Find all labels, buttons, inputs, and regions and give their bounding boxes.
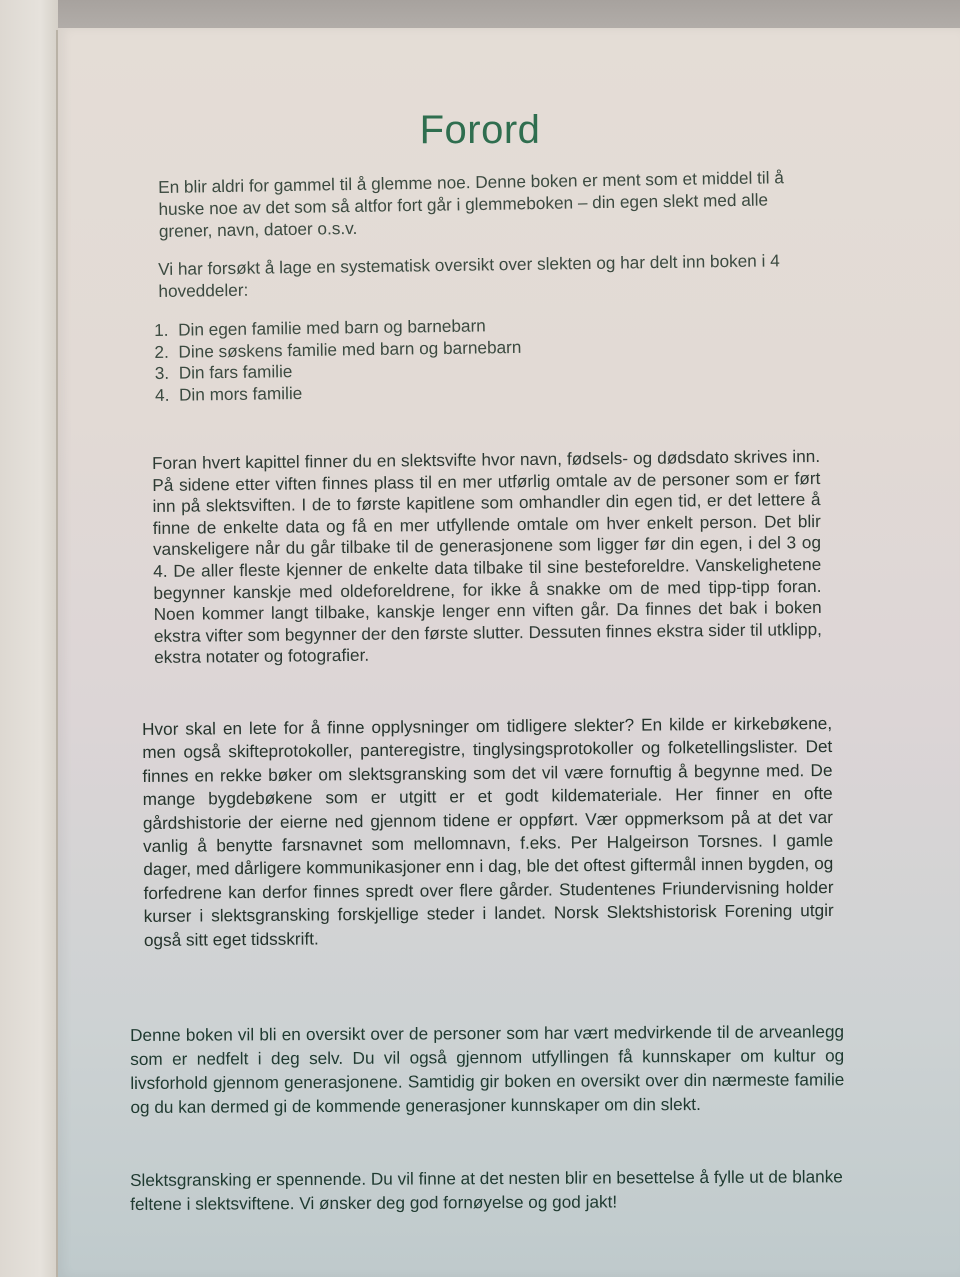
page-title: Forord [419,108,541,152]
book-page [58,28,960,1277]
paragraph-structure: Vi har forsøkt å lage en systematisk oversikt over slekten og har delt inn boken i 4 hoveddeler: [158,250,780,301]
paragraph-chapters: Foran hvert kapittel finner du en slektsvifte hvor navn, fødsels- og dødsdato skrives inn. På sidene etter viften finnes plass til en mer utførlig omtale av de personer som er ført inn på slektsviften. I de to første kapitlene som omhandler din egen tid, er det lettere å finne de enkelte data og få en mer utfyllende omtale om hver enkelt person. Det blir vanskeligere når du går tilbake til de generasjonene som ligger før din egen, i del 3 og 4. De aller fleste kjenner de enkelte data tilbake til sine besteforeldre. Vanskelighetene begynner kanskje med oldeforeldrene, for ikke å snakke om de med tipp-tipp foran. Noen kommer langt tilbake, kanskje lenger enn viften går. Da finnes det bak i boken ekstra vifter som begynner der den første slutter. Dessuten finnes ekstra sider til utklipp, ekstra notater og fotografier. [152,446,822,668]
paragraph-intro: En blir aldri for gammel til å glemme noe. Denne boken er ment som et middel til å huske noe av det som så altfor fort går i glemmeboken – din egen slekt med alle grener, navn, datoer o.s.v. [158,167,784,241]
paragraph-sources: Hvor skal en lete for å finne opplysninger om tidligere slekter? En kilde er kirkebøkene, men også skifteprotokoller, panteregistre, tinglysingsprotokoller og folketellingslister. Det finnes en rekke bøker om slektsgransking som det vil være fornuftig å begynne med. De mange bygdebøkene som er utgitt er et godt kildemateriale. Her finner en ofte gårdshistorie der eierne ned gjennom tidene er oppført. Vær oppmerksom på at det var vanlig å benytte farsnavnet som mellomnavn, f.eks. Per Halgeirson Torsnes. I gamle dager, med dårligere kommunikasjoner enn i dag, ble det oftest giftermål innen bygden, og forfedrene kan derfor finnes spredt over flere gårder. Studentenes Friundervisning holder kurser i slektsgransking forskjellige steder i landet. Norsk Slektshistorisk Forening utgir også sitt eget tidsskrift. [142,712,834,950]
list-item: 2. Dine søskens familie med barn og barnebarn [154,336,522,362]
list-item: 4. Din mors familie [154,382,303,405]
list-item: 1. Din egen familie med barn og barnebarn [154,315,486,340]
facing-page-edge [0,0,58,1277]
list-item: 3. Din fars familie [154,361,293,383]
sections-list [154,315,522,406]
paragraph-purpose: Denne boken vil bli en oversikt over de personer som har vært medvirkende til de arveanlegg som er nedfelt i deg selv. Du vil også gjennom utfyllingen få kunnskaper om kultur og livsforhold gjennom generasjonene. Samtidig gir boken en oversikt over din nærmeste familie og du kan dermed gi de kommende generasjoner kunnskaper om din slekt. [130,1021,845,1117]
paragraph-closing: Slektsgransking er spennende. Du vil finne at det nesten blir en besettelse å fylle ut de blanke feltene i slektsviftene. Vi ønsker deg god fornøyelse og god jakt! [130,1166,843,1214]
